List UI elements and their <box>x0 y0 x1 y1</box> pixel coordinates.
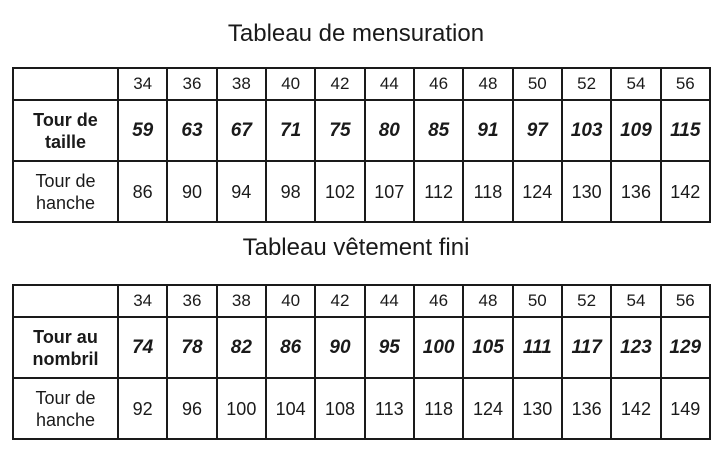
measurement-cell: 136 <box>611 161 660 222</box>
size-header-cell: 42 <box>315 68 364 100</box>
measurement-cell: 86 <box>118 161 167 222</box>
size-header-cell: 48 <box>463 68 512 100</box>
measurement-cell: 78 <box>167 317 216 378</box>
size-header-row <box>13 68 710 100</box>
finished-garment-table <box>12 284 711 440</box>
measurement-cell: 103 <box>562 100 611 161</box>
size-header-cell: 40 <box>266 68 315 100</box>
measurement-cell: 91 <box>463 100 512 161</box>
row-label-line: Tour de <box>35 387 96 408</box>
size-header-row <box>13 285 710 317</box>
size-header-cell: 36 <box>167 68 216 100</box>
table-title-mensuration: Tableau de mensuration <box>227 20 485 47</box>
measurement-cell: 92 <box>118 378 167 439</box>
size-header-cell: 42 <box>315 285 364 317</box>
row-label-line: hanche <box>35 192 96 213</box>
table-title-finished-garment: Tableau vêtement fini <box>242 234 470 261</box>
size-header-cell: 54 <box>611 285 660 317</box>
measurement-cell: 95 <box>365 317 414 378</box>
size-header-cell: 38 <box>217 68 266 100</box>
measurement-cell: 85 <box>414 100 463 161</box>
measurement-cell: 102 <box>315 161 364 222</box>
measurement-cell: 142 <box>661 161 710 222</box>
size-header-cell: 52 <box>562 285 611 317</box>
row-label-line: Tour au <box>33 326 98 347</box>
size-header-cell: 56 <box>661 68 710 100</box>
measurement-cell: 130 <box>513 378 562 439</box>
measurement-cell: 129 <box>661 317 710 378</box>
measurement-cell: 75 <box>315 100 364 161</box>
size-header-cell: 54 <box>611 68 660 100</box>
measurement-cell: 59 <box>118 100 167 161</box>
measurement-cell: 86 <box>266 317 315 378</box>
measurement-cell: 80 <box>365 100 414 161</box>
empty-corner-cell <box>13 68 118 100</box>
measurement-cell: 90 <box>167 161 216 222</box>
measurement-cell: 130 <box>562 161 611 222</box>
row-label-line: Tour de <box>35 170 96 191</box>
measurement-cell: 123 <box>611 317 660 378</box>
measurement-cell: 63 <box>167 100 216 161</box>
measurement-cell: 118 <box>414 378 463 439</box>
row-label-cell <box>13 317 118 378</box>
measurement-cell: 100 <box>414 317 463 378</box>
row-label-line: hanche <box>35 409 96 430</box>
measurement-cell: 108 <box>315 378 364 439</box>
measurement-cell: 98 <box>266 161 315 222</box>
row-label-cell <box>13 100 118 161</box>
row-label-line: nombril <box>32 348 99 369</box>
size-header-cell: 50 <box>513 285 562 317</box>
table-row <box>13 317 710 378</box>
size-header-cell: 40 <box>266 285 315 317</box>
measurement-cell: 142 <box>611 378 660 439</box>
measurement-cell: 74 <box>118 317 167 378</box>
measurement-cell: 115 <box>661 100 710 161</box>
size-header-cell: 44 <box>365 285 414 317</box>
table-row <box>13 378 710 439</box>
measurement-cell: 124 <box>463 378 512 439</box>
row-label-cell <box>13 378 118 439</box>
table-row <box>13 161 710 222</box>
size-header-cell: 56 <box>661 285 710 317</box>
size-header-cell: 44 <box>365 68 414 100</box>
measurement-table <box>12 67 711 223</box>
size-header-cell: 34 <box>118 68 167 100</box>
measurement-cell: 96 <box>167 378 216 439</box>
measurement-cell: 117 <box>562 317 611 378</box>
measurement-cell: 113 <box>365 378 414 439</box>
size-header-cell: 46 <box>414 68 463 100</box>
measurement-cell: 107 <box>365 161 414 222</box>
empty-corner-cell <box>13 285 118 317</box>
measurement-cell: 149 <box>661 378 710 439</box>
size-header-cell: 52 <box>562 68 611 100</box>
measurement-cell: 71 <box>266 100 315 161</box>
measurement-cell: 104 <box>266 378 315 439</box>
size-header-cell: 36 <box>167 285 216 317</box>
measurement-cell: 90 <box>315 317 364 378</box>
measurement-cell: 97 <box>513 100 562 161</box>
measurement-cell: 100 <box>217 378 266 439</box>
measurement-cell: 111 <box>513 317 562 378</box>
table-row <box>13 100 710 161</box>
size-header-cell: 34 <box>118 285 167 317</box>
measurement-cell: 136 <box>562 378 611 439</box>
measurement-cell: 82 <box>217 317 266 378</box>
measurement-cell: 67 <box>217 100 266 161</box>
measurement-cell: 112 <box>414 161 463 222</box>
measurement-cell: 94 <box>217 161 266 222</box>
row-label-line: taille <box>44 131 87 152</box>
measurement-cell: 105 <box>463 317 512 378</box>
size-header-cell: 48 <box>463 285 512 317</box>
row-label-cell <box>13 161 118 222</box>
size-header-cell: 50 <box>513 68 562 100</box>
size-header-cell: 38 <box>217 285 266 317</box>
measurement-cell: 109 <box>611 100 660 161</box>
row-label-line: Tour de <box>33 109 98 130</box>
measurement-cell: 124 <box>513 161 562 222</box>
measurement-cell: 118 <box>463 161 512 222</box>
size-header-cell: 46 <box>414 285 463 317</box>
